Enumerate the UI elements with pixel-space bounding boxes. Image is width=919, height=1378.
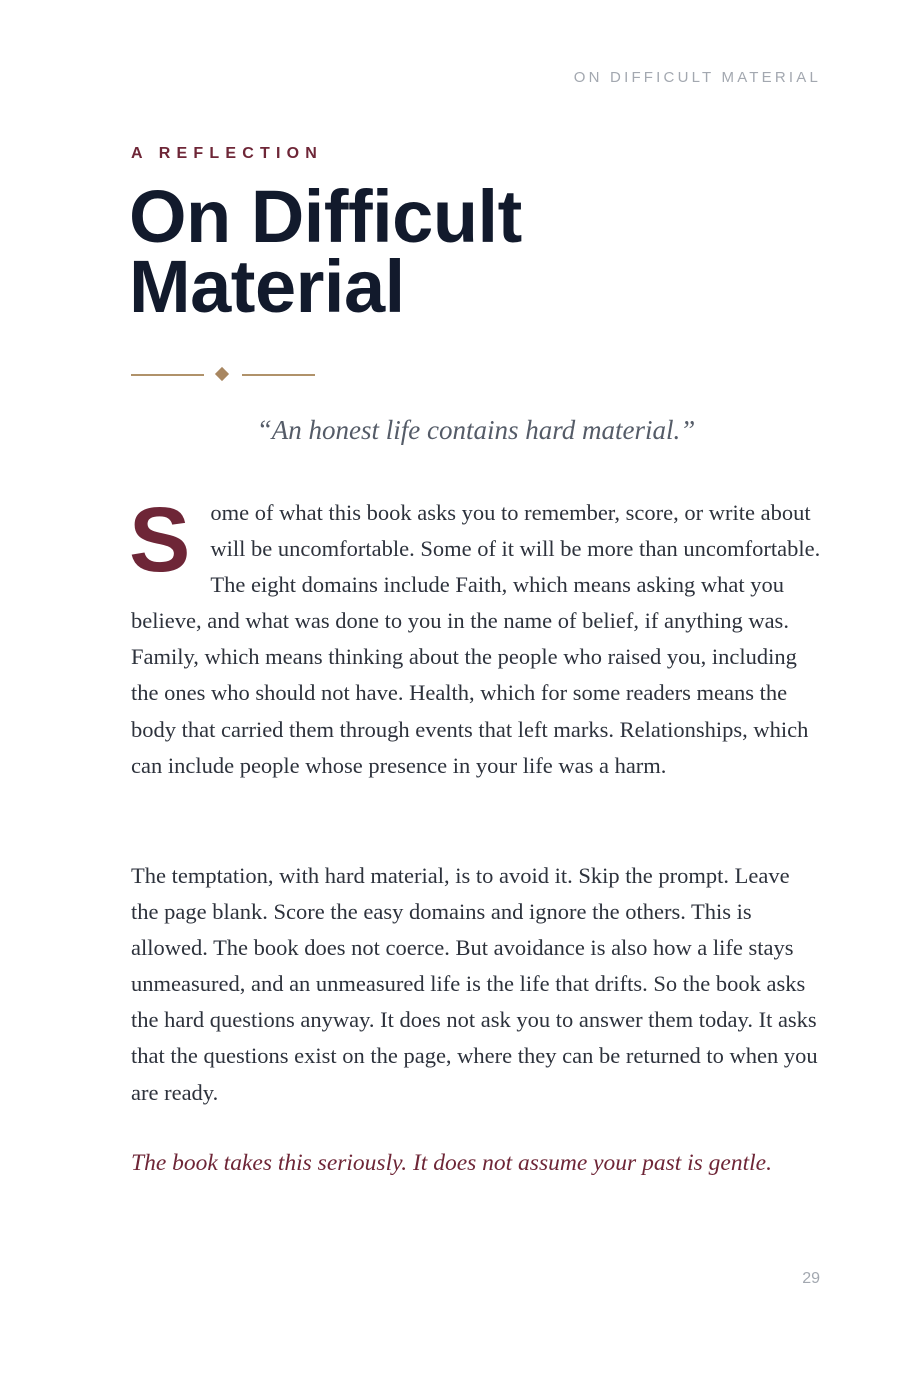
body-paragraph-1-text: ome of what this book asks you to remember, score, or write about will be uncomfortable. Some of it will be more than uncomfortable. The eight domains include Faith, which means asking what you believe, and what was done to you in the name of belief, if anything was. Family, which means thinking about the people who raised you, including the ones who should not have. Health, which for some readers means the body that carried them through events that left marks. Relationships, which can include people whose presence in your life was a harm. — [131, 500, 821, 778]
page-title-line-1: On Difficult — [129, 175, 522, 258]
running-header: ON DIFFICULT MATERIAL — [573, 69, 821, 86]
body-paragraph-2: The temptation, with hard material, is to avoid it. Skip the prompt. Leave the page blank. Score the easy domains and ignore the others. This is allowed. The book does not coerce. But avoidance is also how a life stays unmeasured, and an unmeasured life is the life that drifts. So the book asks the hard questions anyway. It does not ask you to answer them today. It asks that the questions exist on the page, where they can be returned to when you are ready. — [131, 863, 818, 1105]
page-number: 29 — [802, 1270, 820, 1287]
diamond-icon — [215, 367, 229, 381]
divider-line-right — [242, 374, 315, 376]
drop-cap: S — [129, 489, 191, 591]
page-title-line-2: Material — [129, 245, 405, 328]
closing-statement: The book takes this seriously. It does not assume your past is gentle. — [131, 1150, 772, 1176]
pull-quote: “An honest life contains hard material.” — [256, 415, 696, 445]
page-title — [129, 175, 522, 328]
body-paragraph-1 — [129, 489, 821, 784]
divider-ornament — [131, 366, 315, 384]
section-eyebrow: A REFLECTION — [131, 145, 324, 162]
divider-line-left — [131, 374, 204, 376]
